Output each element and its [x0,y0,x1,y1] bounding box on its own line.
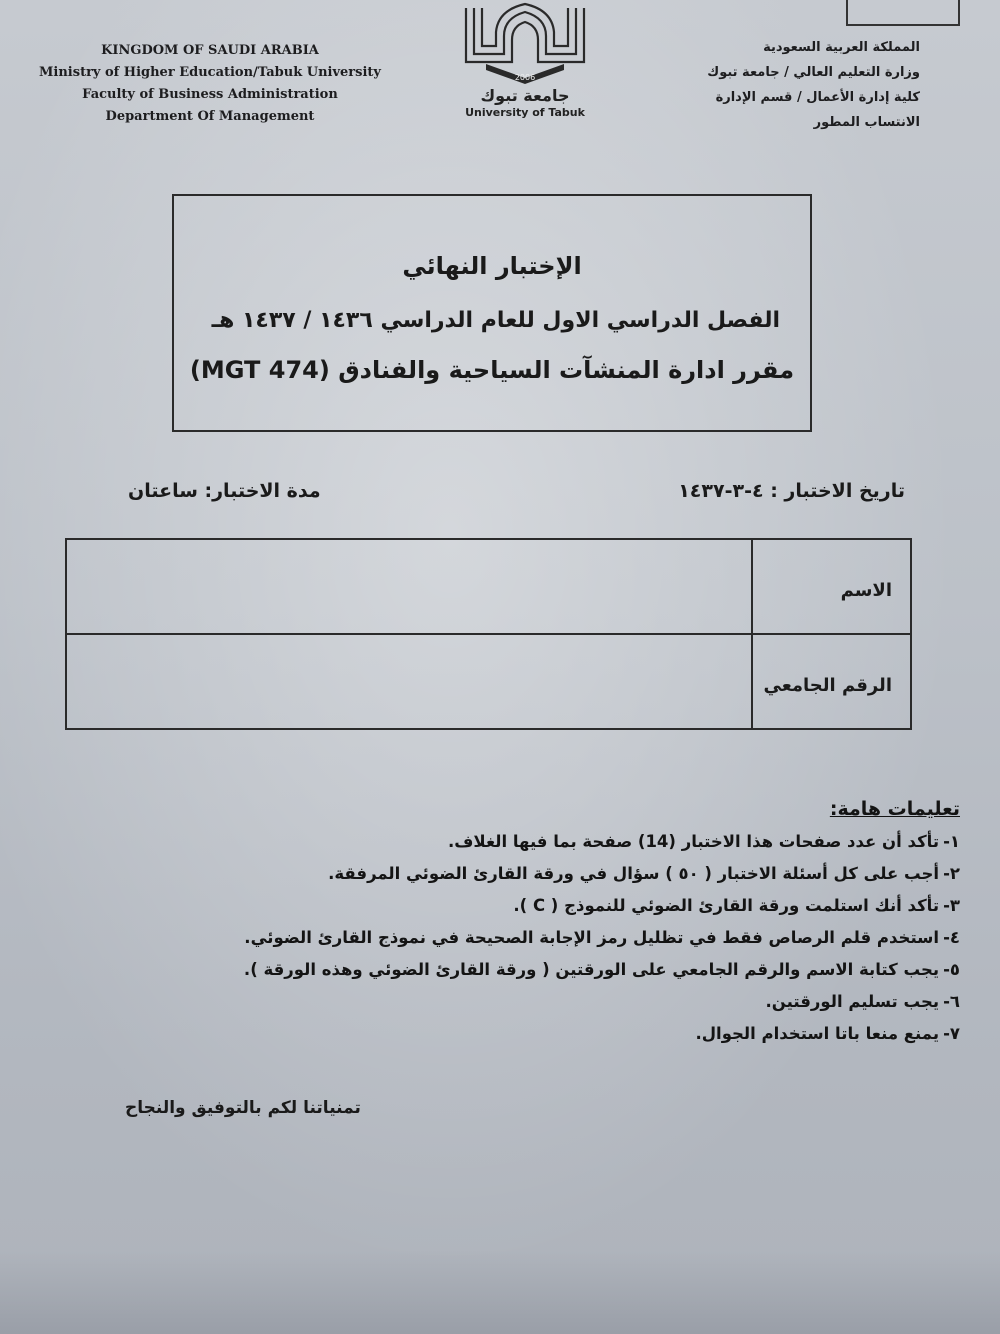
header-ar-line3: كلية إدارة الأعمال / قسم الإدارة [715,90,920,105]
instruction-item [200,858,960,890]
exam-duration: مدة الاختبار: ساعتان [128,480,321,502]
instruction-text: استخدم قلم الرصاص فقط في تظليل رمز الإجابة الصحيحة في نموذج القارئ الضوئي. [244,928,940,947]
exam-title-box [172,194,812,432]
student-id-row [67,635,910,728]
instructions-section [200,798,960,1050]
corner-box [846,0,960,26]
instruction-text: تأكد أنك استلمت ورقة القارئ الضوئي للنموذج ( C ). [513,896,940,915]
logo-name-ar: جامعة تبوك [480,86,570,105]
instructions-list [200,826,960,1050]
logo-year: 2006 [514,73,536,82]
header-en-line2: Ministry of Higher Education/Tabuk University [39,65,381,80]
instruction-number: ١- [943,832,960,851]
instruction-item [200,890,960,922]
closing-wish: تمنياتنا لكم بالتوفيق والنجاح [125,1098,361,1118]
instruction-item [200,1018,960,1050]
instruction-text: يجب كتابة الاسم والرقم الجامعي على الورقتين ( ورقة القارئ الضوئي وهذه الورقة ). [243,960,940,979]
exam-date: تاريخ الاختبار : ٤-٣-١٤٣٧ [678,480,905,502]
table-divider [751,540,753,728]
instruction-number: ٦- [943,992,960,1011]
instruction-item [200,922,960,954]
student-info-table [65,538,912,730]
instruction-item [200,954,960,986]
instruction-item [200,986,960,1018]
logo-name-en: University of Tabuk [465,106,585,119]
student-id-field[interactable] [77,655,737,705]
exam-course: مقرر ادارة المنشآت السياحية والفنادق (MGT 474) [189,356,795,384]
header-en-line3: Faculty of Business Administration [82,87,338,102]
instruction-text: تأكد أن عدد صفحات هذا الاختبار (14) صفحة بما فيها الغلاف. [447,832,940,851]
header-en-line1: KINGDOM OF SAUDI ARABIA [101,43,319,58]
name-row [67,540,910,635]
page-shadow [0,1250,1000,1334]
instruction-number: ٣- [943,896,960,915]
name-field[interactable] [77,560,737,610]
instruction-text: يجب تسليم الورقتين. [765,992,940,1011]
instruction-number: ٢- [943,864,960,883]
instruction-number: ٧- [943,1024,960,1043]
exam-semester: الفصل الدراسي الاول للعام الدراسي ١٤٣٦ / ١٤٣٧ هـ [211,308,780,333]
header-arabic [660,35,920,135]
header-en-line4: Department Of Management [105,109,315,124]
instruction-item [200,826,960,858]
instruction-text: يمنع منعا باتا استخدام الجوال. [695,1024,940,1043]
header-english [30,40,390,128]
instruction-number: ٥- [943,960,960,979]
instruction-number: ٤- [943,928,960,947]
header-ar-line2: وزارة التعليم العالي / جامعة تبوك [707,65,920,80]
student-id-label: الرقم الجامعي [763,675,892,696]
instructions-title: تعليمات هامة: [829,798,960,820]
instruction-text: أجب على كل أسئلة الاختبار ( ٥٠ ) سؤال في ورقة القارئ الضوئي المرفقة. [328,864,940,883]
header-ar-line4: الانتساب المطور [813,115,920,130]
header-ar-line1: المملكة العربية السعودية [763,40,920,55]
exam-title: الإختبار النهائي [402,252,582,280]
name-label: الاسم [840,580,892,601]
